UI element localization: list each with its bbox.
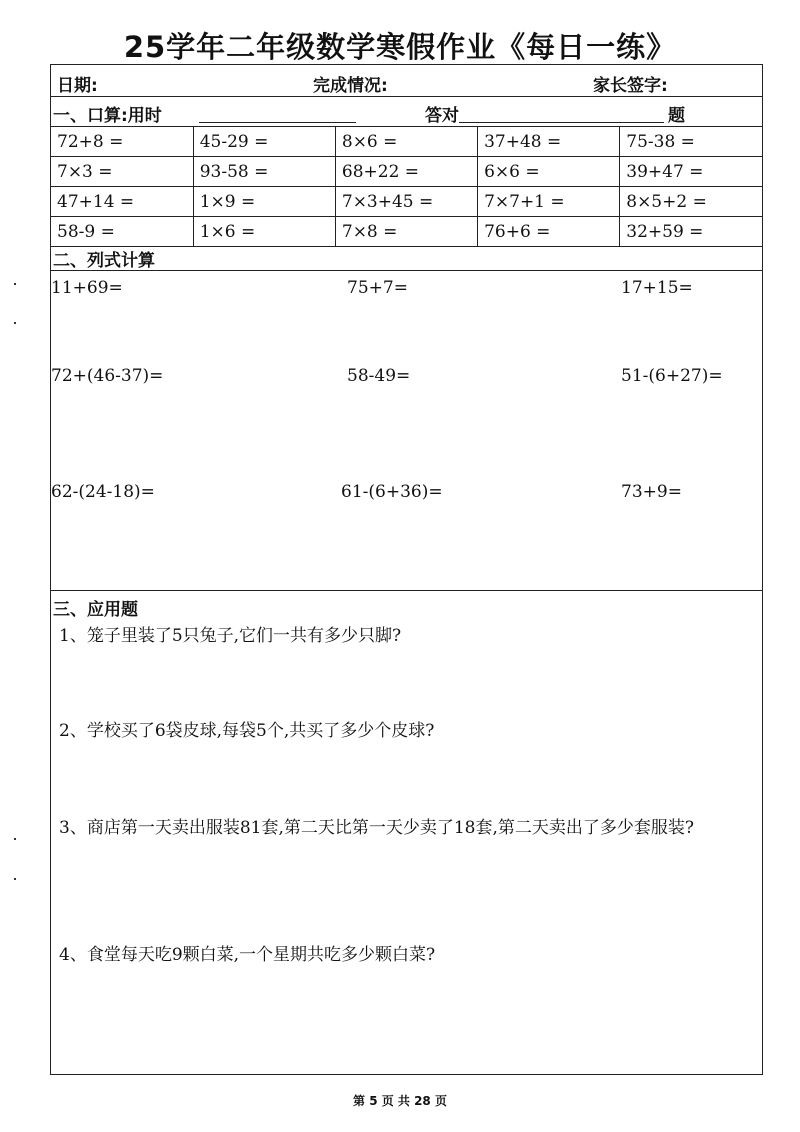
table-row	[51, 217, 762, 247]
completion-label: 完成情况:	[313, 76, 388, 96]
scan-mark	[14, 878, 16, 880]
table-row	[51, 157, 762, 187]
correct-label: 答对	[425, 106, 459, 126]
oral-cell: 58-9 =	[51, 217, 193, 247]
oral-section-header	[51, 97, 762, 127]
scan-mark	[14, 838, 16, 840]
oral-cell: 76+6 =	[478, 217, 620, 247]
table-row	[51, 187, 762, 217]
oral-cell: 1×9 =	[193, 187, 335, 217]
word-problem: 3、商店第一天卖出服装81套,第二天比第一天少卖了18套,第二天卖出了多少套服装?	[59, 818, 694, 838]
oral-cell: 39+47 =	[620, 157, 762, 187]
word-problem: 2、学校买了6袋皮球,每袋5个,共买了多少个皮球?	[59, 721, 435, 741]
calc-item: 11+69=	[51, 278, 123, 298]
oral-cell: 37+48 =	[478, 127, 620, 157]
calc-item: 75+7=	[347, 278, 408, 298]
unit-label: 题	[668, 106, 685, 126]
calc-item: 61-(6+36)=	[341, 482, 443, 502]
word-section-header	[51, 592, 762, 620]
oral-cell: 7×3+45 =	[335, 187, 477, 217]
word-problem: 4、食堂每天吃9颗白菜,一个星期共吃多少颗白菜?	[59, 945, 436, 965]
oral-cell: 8×6 =	[335, 127, 477, 157]
written-section-title: 二、列式计算	[53, 251, 155, 271]
oral-cell: 8×5+2 =	[620, 187, 762, 217]
oral-cell: 68+22 =	[335, 157, 477, 187]
date-label: 日期:	[57, 76, 98, 96]
calc-item: 17+15=	[621, 278, 693, 298]
section-divider	[51, 590, 762, 591]
page-title: 25学年二年级数学寒假作业《每日一练》	[123, 30, 677, 64]
calc-item: 51-(6+27)=	[621, 366, 723, 386]
scan-mark	[14, 283, 16, 285]
table-row	[51, 127, 762, 157]
written-section-header	[51, 243, 762, 271]
oral-cell: 75-38 =	[620, 127, 762, 157]
oral-table	[51, 127, 762, 247]
oral-cell: 1×6 =	[193, 217, 335, 247]
page-footer: 第 5 页 共 28 页	[353, 1094, 447, 1108]
calc-item: 62-(24-18)=	[51, 482, 155, 502]
correct-count-blank[interactable]	[459, 122, 664, 123]
oral-cell: 47+14 =	[51, 187, 193, 217]
scan-mark	[14, 322, 16, 324]
oral-time-label: 一、口算:用时	[53, 106, 162, 126]
calc-item: 58-49=	[347, 366, 411, 386]
parent-signature-label: 家长签字:	[593, 76, 668, 96]
oral-cell: 7×8 =	[335, 217, 477, 247]
oral-cell: 45-29 =	[193, 127, 335, 157]
time-blank[interactable]	[199, 122, 356, 123]
oral-cell: 32+59 =	[620, 217, 762, 247]
oral-cell: 93-58 =	[193, 157, 335, 187]
calc-item: 73+9=	[621, 482, 682, 502]
oral-cell: 7×7+1 =	[478, 187, 620, 217]
oral-cell: 7×3 =	[51, 157, 193, 187]
word-problem: 1、笼子里装了5只兔子,它们一共有多少只脚?	[59, 626, 402, 646]
calc-item: 72+(46-37)=	[51, 366, 164, 386]
oral-cell: 72+8 =	[51, 127, 193, 157]
oral-cell: 6×6 =	[478, 157, 620, 187]
word-section-title: 三、应用题	[53, 600, 138, 620]
info-row	[51, 65, 762, 97]
worksheet	[50, 64, 763, 1075]
